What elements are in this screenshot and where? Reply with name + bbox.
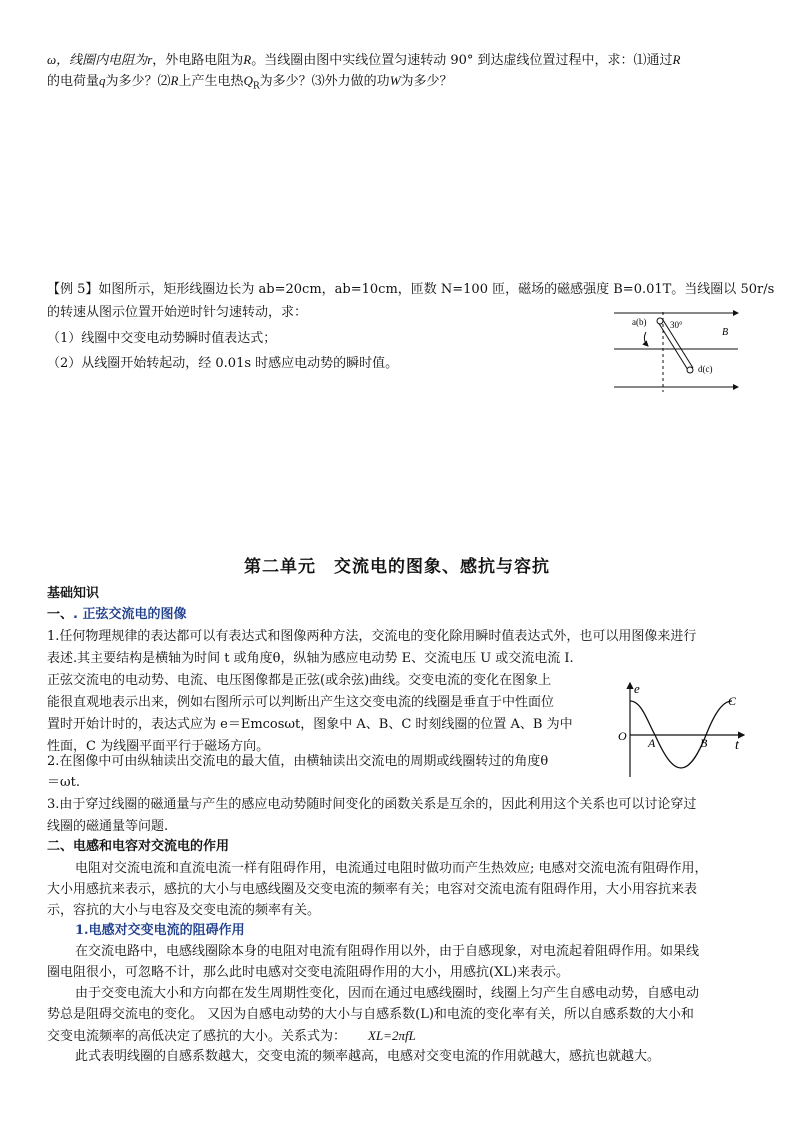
para-1-line-3: 正弦交流电的电动势、电流、电压图像都是正弦(或余弦)曲线。交变电流的变化在图象上 (47, 673, 552, 688)
para-6-line-3 (47, 1027, 416, 1046)
text: 的电荷量 (47, 74, 100, 89)
text: 为多少？ (400, 74, 453, 89)
basic-knowledge-heading: 基础知识 (47, 586, 100, 601)
para-4-line-3: 示，容抗的大小与电容及交变电流的频率有关。 (47, 903, 321, 918)
var-q: q (99, 73, 106, 88)
text: 为多少？⑵ (105, 74, 171, 89)
para-5-line-1: 在交流电路中，电感线圈除本身的电阻对电流有阻碍作用以外，由于自感现象，对电流起着阻碍作用。如果线 (75, 944, 700, 959)
coil-field-figure (612, 306, 752, 398)
para-5-line-2: 圈电阻很小，可忽略不计，那么此时电感对交变电流阻碍作用的大小，用感抗(XL)来表示。 (47, 965, 570, 980)
para-1-line-2: 表述.其主要结构是横轴为时间 t 或角度θ，纵轴为感应电动势 E、交流电压 U 或交流电流 I. (47, 651, 574, 666)
section-number: 一、 (47, 607, 74, 622)
text: 为多少？⑶外力做的功 (259, 74, 390, 89)
example5-line-2: 的转速从图示位置开始逆时针匀速转动，求： (47, 305, 308, 320)
example5-question-2: （2）从线圈开始转起动，经 0.01s 时感应电动势的瞬时值。 (47, 356, 399, 371)
var-W: W (389, 73, 401, 88)
problem-line-2 (47, 72, 453, 96)
label-B: B (700, 736, 708, 750)
point-ab (657, 318, 663, 324)
problem-line-1 (47, 51, 680, 70)
para-6-line-2: 势总是阻碍交流电的变化。 又因为自感电动势的大小与自感系数(L)和电流的变化率有关，所以自感系数的大小和 (47, 1007, 694, 1022)
subscript: R (252, 81, 260, 92)
formula: XL=2πfL (368, 1028, 416, 1043)
label-e: e (634, 681, 640, 696)
text: ，外电路电阻为 (152, 53, 244, 68)
label-B: B (722, 327, 729, 338)
var-R: R (170, 73, 179, 88)
unit-title: 第二单元 交流电的图象、感抗与容抗 (244, 557, 550, 577)
ac-waveform-graph (614, 679, 754, 779)
para-4-line-1: 电阻对交流电流和直流电流一样有阻碍作用，电流通过电阻时做功而产生热效应; 电感对交流电流有阻碍作用， (75, 861, 708, 876)
point-dc (687, 367, 693, 373)
text: 。当线圈由图中实线位置匀速转动 90° 到达虚线位置过程中，求：⑴通过 (251, 53, 673, 68)
label-ab: a(b) (632, 317, 647, 327)
text: 交变电流频率的高低决定了感抗的大小。关系式为： (47, 1029, 347, 1044)
example5-line-1: 【例 5】如图所示，矩形线圈边长为 ab=20cm，ab=10cm，匝数 N=100 匝，磁场的磁感强度 B=0.01T。当线圈以 50r/s (47, 282, 775, 297)
section-title: . 正弦交流电的图像 (73, 607, 187, 622)
para-2-line-2: ＝ωt. (47, 775, 80, 790)
label-angle: 30° (670, 320, 683, 330)
para-1-line-6: 性面，C 为线圈平面平行于磁场方向。 (47, 739, 270, 754)
var-R: R (672, 52, 681, 67)
label-dc: d(c) (698, 364, 713, 374)
para-3-line-2: 线圈的磁通量等问题. (47, 819, 169, 834)
para-7: 此式表明线圈的自感系数越大，交变电流的频率越高，电感对交变电流的作用就越大，感抗也就越大。 (75, 1049, 661, 1064)
rotation-arrow-icon (644, 332, 648, 346)
omega-symbol: ω，线圈内电阻为 (47, 52, 148, 67)
label-t: t (735, 738, 739, 753)
section-1-heading (47, 606, 186, 624)
para-1-line-4: 能很直观地表示出来，例如右图所示可以判断出产生这交变电流的线圈是垂直于中性面位 (47, 695, 555, 710)
label-A: A (648, 736, 656, 750)
var-Q: Q (243, 73, 253, 88)
para-2-line-1: 2.在图像中可由纵轴读出交流电的最大值，由横轴读出交流电的周期或线圈转过的角度θ (47, 754, 549, 769)
para-4-line-2: 大小用感抗来表示，感抗的大小与电感线圈及交变电流的频率有关；电容对交流电流有阻碍作用，大小用容抗来表 (47, 882, 698, 897)
para-6-line-1: 由于交变电流大小和方向都在发生周期性变化，因而在通过电感线圈时，线圈上匀产生自感电动势，自感电动 (75, 986, 700, 1001)
var-r: r (147, 52, 153, 67)
text: 上产生电热 (178, 74, 244, 89)
section-2-heading: 二、电感和电容对交流电的作用 (47, 839, 230, 854)
para-1-line-5: 置时开始计时的，表达式应为 e＝Emcosωt，图象中 A、B、C 时刻线圈的位置 A、B 为中 (47, 717, 573, 732)
para-3-line-1: 3.由于穿过线圈的磁通量与产生的感应电动势随时间变化的函数关系是互余的，因此利用这个关系也可以讨论穿过 (47, 797, 697, 812)
para-1-line-1: 1.任何物理规律的表达都可以有表达式和图像两种方法，交流电的变化除用瞬时值表达式外，也可以用图像来进行 (47, 629, 697, 644)
subsection-1-heading: 1.电感对交变电流的阻碍作用 (75, 923, 245, 938)
example5-question-1: （1）线圈中交变电动势瞬时值表达式； (47, 331, 277, 346)
var-R: R (243, 52, 252, 67)
label-O: O (618, 729, 627, 743)
label-C: C (728, 694, 737, 708)
